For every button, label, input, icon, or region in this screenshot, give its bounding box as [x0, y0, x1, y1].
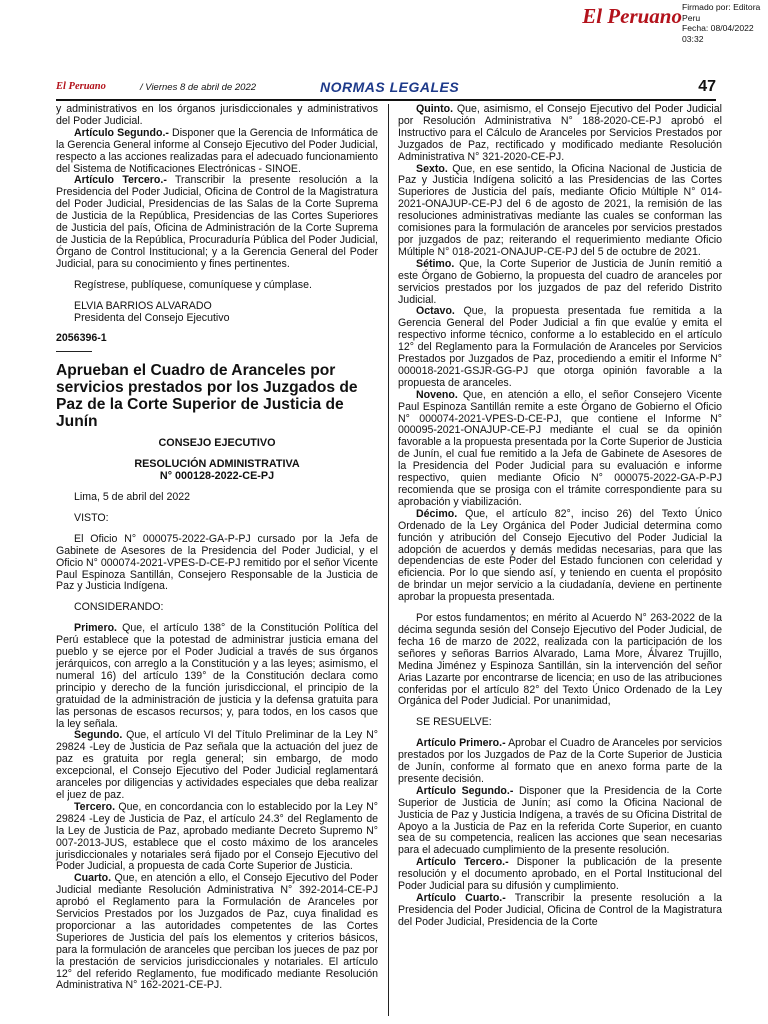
visto-text: El Oficio N° 000075-2022-GA-P-PJ cursado por la Jefa de Gabinete de Asesores de la Presidencia del Poder Judicial, y el Oficio N° 000074-2021-VPES-D-CE-PJ remitido por el señor Vicente Paul Espinoza Santillán, Consejero Responsable de la Justicia de Paz y Justicia Indígena.: [56, 532, 378, 593]
article-primero: [398, 738, 722, 786]
article-label: Artículo Primero.-: [416, 737, 506, 750]
resuelve-heading: SE RESUELVE:: [416, 716, 492, 729]
article-third: [56, 175, 378, 270]
clause-quinto: [398, 104, 722, 164]
registrese-line: Regístrese, publíquese, comuníquese y cúmplase.: [74, 278, 312, 291]
clause-decimo: [398, 509, 722, 604]
clause-label: Tercero.: [74, 800, 116, 813]
signer-role: Presidenta del Consejo Ejecutivo: [74, 311, 230, 324]
right-column: [398, 104, 722, 929]
article-second: [56, 128, 378, 176]
clause-label: Segundo.: [74, 729, 123, 742]
clause-octavo: [398, 306, 722, 389]
resolution-type: RESOLUCIÓN ADMINISTRATIVA: [134, 458, 300, 471]
clause-text: Que, asimismo, el Consejo Ejecutivo del Poder Judicial por Resolución Administrativa N° 188-2020-CE-PJ aprobó el Instructivo para el Cálculo de Aranceles por Servicios Prestados por Juzgados de Paz, rectificado y modificado mediante Resolución Administrativa N° 321-2020-CE-PJ.: [398, 103, 722, 163]
article-text: Aprobar el Cuadro de Aranceles por servicios prestados por los Juzgados de Paz de la Corte Superior de Justicia de Junín, conforme al formato que en anexo forma parte de la presente decisión.: [398, 737, 722, 785]
clause-label: Sexto.: [416, 162, 448, 175]
signature-line-1: Firmado por: Editora: [682, 2, 761, 12]
clause-segundo: [56, 730, 378, 801]
header-date: / Viernes 8 de abril de 2022: [140, 82, 257, 93]
clause-tercero: [56, 802, 378, 873]
clause-text: Que, el artículo 138° de la Constitución Política del Perú establece que la potestad de administrar justicia emana del pueblo y se ejerce por el Poder Judicial a través de sus órganos jerárquicos, con arreglo a la Constitución y a las leyes; asimismo, el numeral 16) del artículo 139° de la Constitución declara como principio y derecho de la función jurisdiccional, el principio de la gratuidad de la administración de justicia y la defensa gratuita para las personas de escasos recursos; y, para todos, en los casos que la ley señala.: [56, 622, 378, 730]
clause-text: Que, la propuesta presentada fue remitida a la Gerencia General del Poder Judicial a fin que evalúe y emita el respectivo informe técnico, conforme a lo establecido en el artículo 12° del Reglamento para la Formulación de Aranceles por Servicios Prestados por Juzgados de Paz, procediendo a emitir el Informe N° 000018-2021-GSJR-GG-PJ que otorga opinión favorable a la propuesta de aranceles.: [398, 305, 722, 389]
visto-heading: VISTO:: [74, 511, 109, 524]
clause-primero: [56, 623, 378, 730]
left-column: [56, 104, 378, 992]
clause-setimo: [398, 259, 722, 307]
article-tercero: [398, 857, 722, 893]
separator: [56, 351, 92, 352]
clause-label: Décimo.: [416, 507, 458, 520]
article-label: Artículo Segundo.-: [74, 126, 169, 139]
clause-label: Sétimo.: [416, 257, 455, 270]
section-title: NORMAS LEGALES: [320, 79, 460, 95]
clause-label: Primero.: [74, 622, 117, 635]
clause-cuarto: [56, 873, 378, 992]
clause-text: Que, en ese sentido, la Oficina Nacional de Justicia de Paz y Justicia Indígena solicitó a las Presidencias de las Cortes Superiores de Justicia del país, mediante Oficio Múltiple N° 014-2021-ONAJUP-CE-PJ del 6 de agosto de 2021, la remisión de las resoluciones administrativas mediante las cuales se conforman las comisiones para la formulación de aranceles por servicios prestados por juzgados de paz; reiterando el requerimiento mediante Oficio Múltiple N° 018-2021-ONAJUP-CE-PJ del 5 de octubre de 2021.: [398, 162, 722, 258]
article-label: Artículo Cuarto.-: [416, 892, 506, 904]
article-text: Disponer que la Presidencia de la Corte Superior de Justicia de Junín; así como la Oficina Nacional de Justicia de Paz y Justicia Indígena, a través de su Oficina Distrital de Apoyo a la Justicia de Paz en la referida Corte Superior, en cuanto sea de su competencia, realicen las acciones que sean necesarias para el adecuado cumplimiento de la presente resolución.: [398, 784, 722, 857]
clause-text: Que, en atención a ello, el señor Consejero Vicente Paul Espinoza Santillán remite a este Órgano de Gobierno el Oficio N° 000074-2021-VPES-D-CE-PJ, que contiene el Informe N° 000095-2021-ONAJUP-CE-PJ mediante el cual se da opinión favorable a la propuesta presentada por la Corte Superior de Justicia de Junín, el cual fue remitido a la Jefa de Gabinete de Asesores de la Presidencia del Poder Judicial para su evaluación e informe respectivo, quien mediante Oficio N° 000075-2022-GA-P-PJ recomienda que se prosiga con el trámite correspondiente para su aprobación y viabilización.: [398, 388, 722, 508]
article-text: Transcribir la presente resolución a la Presidencia del Poder Judicial, Oficina de Control de la Magistratura del Poder Judicial, Presidencia de la Corte: [398, 892, 722, 928]
clause-text: Que, el artículo 82°, inciso 26) del Texto Único Ordenado de la Ley Orgánica del Poder Judicial determina como función y atribución del Consejo Ejecutivo del Poder Judicial la adopción de acuerdos y demás medidas necesarias, para que las dependencias de este Poder del Estado funcionen con celeridad y eficiencia. Por lo que siendo así, y teniendo en cuenta el propósito de brindar un mejor servicio a la ciudadanía, deviene en pertinente aprobar la propuesta presentada.: [398, 507, 722, 604]
publication-code: 2056396-1: [56, 332, 107, 345]
place-date: Lima, 5 de abril del 2022: [74, 491, 191, 504]
resolution-number: N° 000128-2022-CE-PJ: [159, 470, 275, 483]
clause-label: Noveno.: [416, 388, 458, 401]
article-label: Artículo Tercero.-: [416, 856, 509, 869]
clause-label: Quinto.: [416, 103, 454, 115]
signature-line-3: Fecha: 08/04/2022 03:32: [682, 23, 754, 44]
article-cuarto: [398, 893, 722, 929]
column-divider: [388, 104, 389, 1016]
article-text: Transcribir la presente resolución a la Presidencia del Poder Judicial, Oficina de Control de la Magistratura del Poder Judicial, Presidencias de las Salas de la Corte Suprema de Justicia de la República, Presidencias de las Cortes Superiores de Justicia del país, Oficina de Administración de la Corte Suprema de Justicia de la República, Procuraduría Pública del Poder Judicial, Órgano de Control Institucional; y a la Gerencia General del Poder Judicial, para su conocimiento y fines pertinentes.: [56, 174, 378, 270]
article-segundo: [398, 786, 722, 857]
article-text: Disponer la publicación de la presente resolución y el documento aprobado, en el Portal Institucional del Poder Judicial para su difusión y cumplimiento.: [398, 856, 723, 893]
signature-line-2: Peru: [682, 12, 701, 23]
clause-label: Octavo.: [416, 305, 455, 318]
digital-signature: [682, 2, 768, 44]
issuing-body: CONSEJO EJECUTIVO: [158, 437, 276, 450]
page-header: [56, 78, 716, 100]
paragraph: y administrativos en los órganos jurisdiccionales y administrativos del Poder Judicial.: [56, 103, 378, 127]
resolution-title: Aprueban el Cuadro de Aranceles por servicios prestados por los Juzgados de Paz de la Corte Superior de Justicia de Junín: [56, 362, 358, 431]
el-peruano-logo: El Peruano: [582, 4, 682, 28]
article-text: Disponer que la Gerencia de Informática de la Gerencia General informe al Consejo Ejecutivo del Poder Judicial, respecto a las acciones realizadas para el adecuado funcionamiento del Sistema de Notificaciones Electrónicas - SINOE.: [56, 126, 378, 175]
article-label: Artículo Segundo.-: [416, 784, 514, 797]
article-label: Artículo Tercero.-: [74, 174, 167, 187]
clause-sexto: [398, 164, 722, 259]
considerando-heading: CONSIDERANDO:: [74, 601, 164, 614]
clause-text: Que, en atención a ello, el Consejo Ejecutivo del Poder Judicial mediante Resolución Administrativa N° 392-2014-CE-PJ aprobó el Reglamento para la Formulación de Aranceles por Servicios Prestados por los Juzgados de Paz, cuya finalidad es proporcionar a las autoridades competentes de las Cortes Superiores de Justicia del país los elementos y criterios básicos, para la formulación de aranceles que perciban los jueces de paz por la prestación de servicios jurisdiccionales y notariales. El artículo 12° del referido Reglamento, fue modificado mediante Resolución Administrativa N° 162-2021-CE-PJ.: [56, 872, 378, 992]
clause-text: Que, la Corte Superior de Justicia de Junín remitió a este Órgano de Gobierno, la propuesta del cuadro de aranceles por servicios prestados por los juzgados de paz del referido Distrito Judicial.: [398, 257, 722, 306]
page-number: 47: [698, 78, 716, 95]
header-rule: [56, 99, 716, 101]
clause-label: Cuarto.: [74, 872, 112, 885]
clause-text: Que, en concordancia con lo establecido por la Ley N° 29824 -Ley de Justicia de Paz, el artículo 24.3° del Reglamento de la Ley de Justicia de Paz, aprobado mediante Decreto Supremo N° 007-2013-JUS, establece que el costo máximo de los aranceles jurisdiccionales y notariales será fijado por el Consejo Ejecutivo del Poder Judicial, a propuesta de cada Corte Superior de Justicia.: [56, 800, 378, 873]
clause-noveno: [398, 390, 722, 509]
fundamentos-paragraph: Por estos fundamentos; en mérito al Acuerdo N° 263-2022 de la décima segunda sesión del Consejo Ejecutivo del Poder Judicial, de fecha 16 de marzo de 2022, realizada con la participación de los señores y señoras Barrios Alvarado, Lama More, Álvarez Trujillo, Medina Jiménez y Espinoza Santillán, sin la intervención del señor Arias Lazarte por encontrarse de licencia; en uso de las atribuciones conferidas por el artículo 82° del Texto Único Ordenado de la Ley Orgánica del Poder Judicial. Por unanimidad,: [398, 612, 722, 708]
signer-name: ELVIA BARRIOS ALVARADO: [74, 299, 212, 312]
clause-text: Que, el artículo VI del Título Preliminar de la Ley N° 29824 -Ley de Justicia de Paz señala que la actuación del juez de paz es gratuita por regla general; sin embargo, de modo excepcional, el Consejo Ejecutivo del Poder Judicial reglamentará aranceles por diligencias y actividades especiales que deba realizar el juez de paz.: [56, 729, 378, 801]
header-logo: El Peruano: [56, 81, 106, 92]
